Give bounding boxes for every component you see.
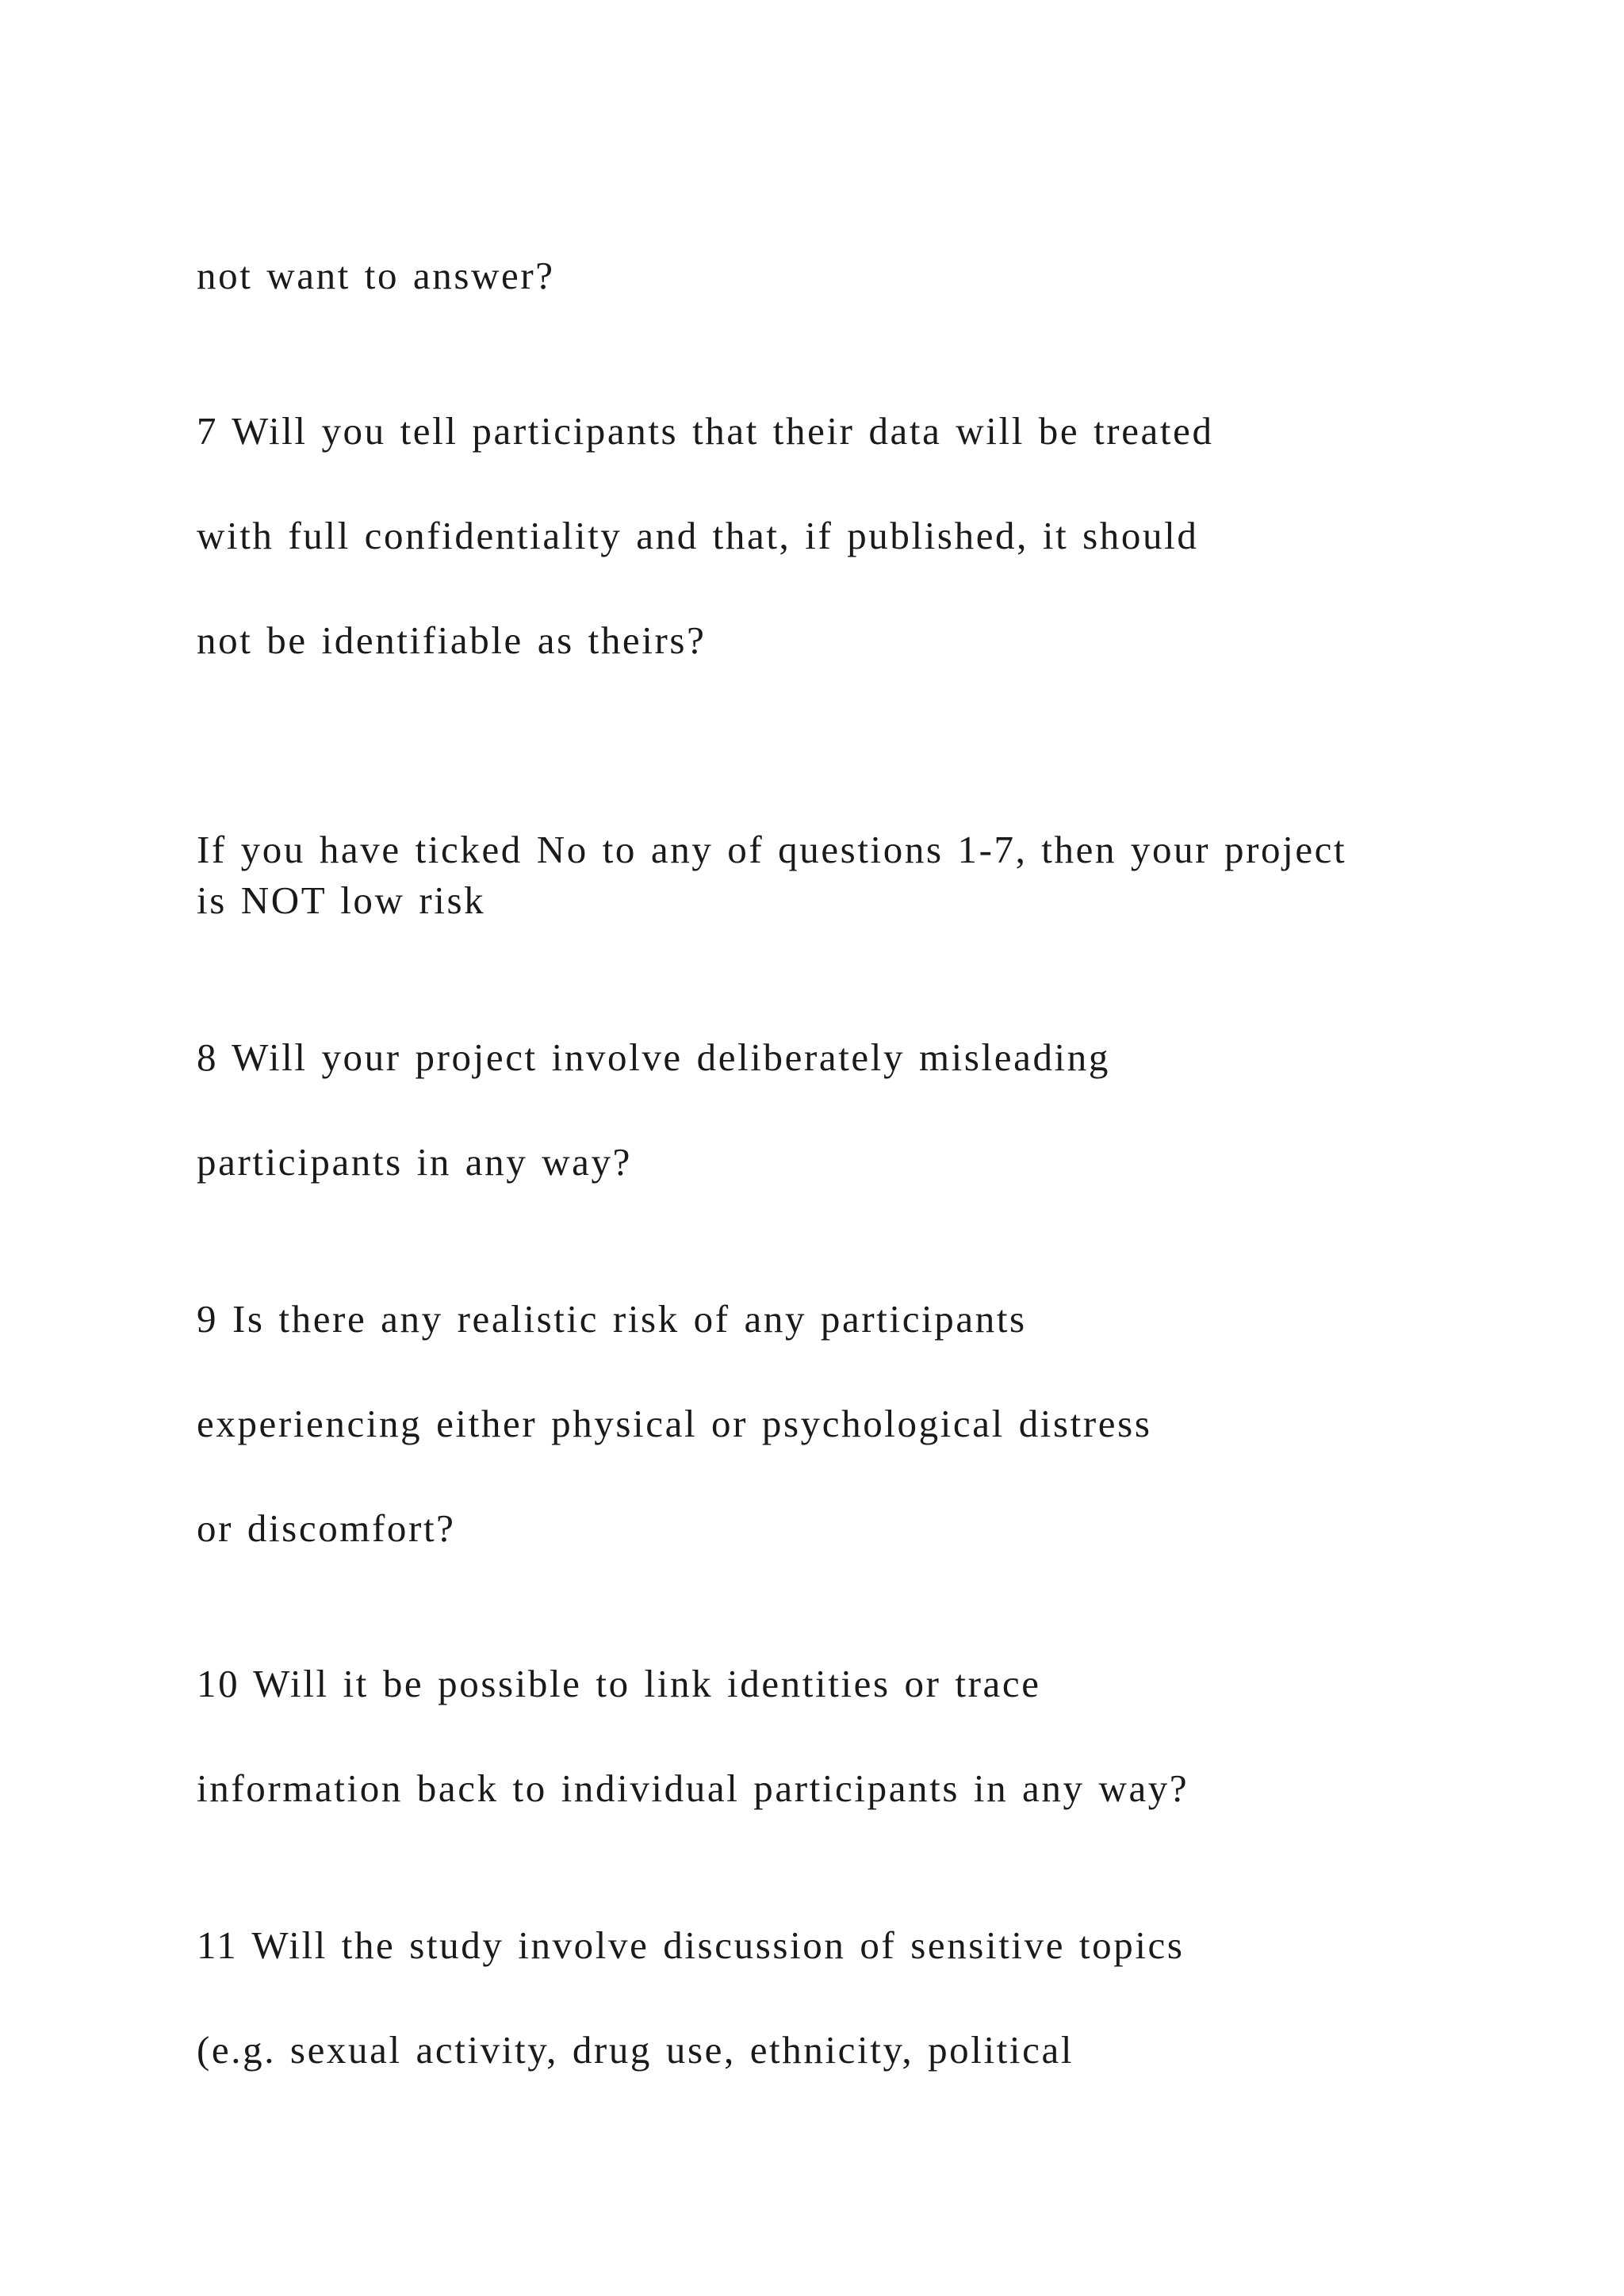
question-7-line-3: not be identifiable as theirs? — [197, 618, 707, 662]
question-11-line-2: (e.g. sexual activity, drug use, ethnicity, political — [197, 2028, 1074, 2072]
question-9-line-3: or discomfort? — [197, 1506, 456, 1550]
question-11-line-1: 11 Will the study involve discussion of sensitive topics — [197, 1923, 1185, 1967]
question-7-line-2: with full confidentiality and that, if published, it should — [197, 514, 1199, 557]
question-7-line-1: 7 Will you tell participants that their data will be treated — [197, 409, 1214, 453]
question-10-line-1: 10 Will it be possible to link identities or trace — [197, 1662, 1041, 1705]
question-10-line-2: information back to individual participants in any way? — [197, 1766, 1189, 1810]
question-8-line-2: participants in any way? — [197, 1140, 632, 1184]
risk-note-line-2: is NOT low risk — [197, 878, 486, 922]
question-9-line-1: 9 Is there any realistic risk of any participants — [197, 1297, 1027, 1341]
risk-note-line-1: If you have ticked No to any of questions 1-7, then your project — [197, 828, 1347, 871]
question-6-continuation: not want to answer? — [197, 254, 555, 297]
question-8-line-1: 8 Will your project involve deliberately misleading — [197, 1035, 1110, 1079]
question-9-line-2: experiencing either physical or psychological distress — [197, 1402, 1152, 1445]
